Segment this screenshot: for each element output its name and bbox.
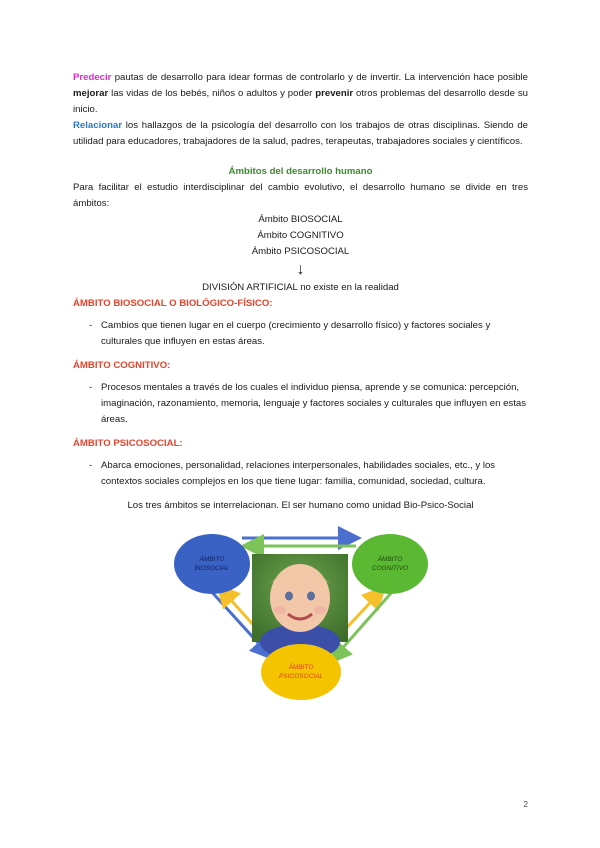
ambito-list-item: Ámbito PSICOSOCIAL	[251, 246, 350, 257]
circle-cognitivo	[352, 534, 428, 594]
cognitivo-label-1: ÁMBITO	[377, 556, 403, 563]
bullet-dash: -	[89, 460, 93, 471]
ambito-list-item: Ámbito BIOSOCIAL	[258, 214, 343, 225]
bio-psico-social-diagram	[170, 524, 430, 704]
cognitivo-label-2: COGNITIVO	[371, 565, 409, 572]
bullet-text: Abarca emociones, personalidad, relaciones interpersonales, habilidades sociales, etc., y los contextos sociales complejos en los que tiene lugar: familia, comunidad, sociedad, cultura.	[101, 460, 496, 487]
keyword-mejorar: mejorar	[73, 88, 109, 99]
page-number: 2	[523, 800, 528, 809]
bullet-text: Procesos mentales a través de los cuales el individuo piensa, aprende y se comunica: percepción, imaginación, razonamiento, memoria, lenguaje y factores sociales y culturales que influyen en estas áreas.	[101, 382, 527, 425]
bullet-biosocial	[73, 318, 528, 350]
document-body	[73, 70, 528, 514]
keyword-prevenir: prevenir	[315, 88, 354, 99]
intro-text: los hallazgos de la psicología del desarrollo con los trabajos de otras disciplinas. Siendo de utilidad para educadores, trabajadores de la salud, padres, terapeutas, trabajadores sociales y científicos.	[73, 120, 528, 147]
circle-psicosocial	[261, 644, 341, 700]
division-strong: DIVISIÓN ARTIFICIAL	[202, 282, 298, 293]
ambitos-intro: Para facilitar el estudio interdisciplinar del cambio evolutivo, el desarrollo humano se divide en tres ámbitos:	[73, 182, 528, 209]
division-rest: no existe en la realidad	[297, 282, 399, 293]
bullet-dash: -	[89, 382, 93, 393]
intro-text: otros problemas del desarrollo desde su inicio.	[73, 88, 528, 115]
bullet-psicosocial	[73, 458, 528, 490]
division-note	[73, 280, 528, 296]
circle-biosocial	[174, 534, 250, 594]
arrow-down-icon: ↓	[296, 261, 305, 278]
intro-text: pautas de desarrollo para idear formas de controlarlo y de invertir. La intervención hace posible	[111, 72, 528, 83]
psicosocial-label-2: PSICOSOCIAL	[278, 673, 324, 680]
intro-paragraph-2	[73, 118, 528, 150]
ambito-list-item: Ámbito COGNITIVO	[257, 230, 344, 241]
bullet-cognitivo	[73, 380, 528, 428]
psicosocial-label-1: ÁMBITO	[288, 664, 314, 671]
intro-paragraph-1	[73, 70, 528, 118]
summary-line: Los tres ámbitos se interrelacionan. El ser humano como unidad Bio-Psico-Social	[127, 500, 474, 511]
bullet-text: Cambios que tienen lugar en el cuerpo (crecimiento y desarrollo físico) y factores sociales y culturales que influyen en estas áreas.	[101, 320, 491, 347]
biosocial-label-2: BIOSOCIAL	[194, 565, 230, 572]
heading-psicosocial: ÁMBITO PSICOSOCIAL:	[73, 438, 183, 449]
section-title: Ámbitos del desarrollo humano	[228, 166, 373, 177]
heading-cognitivo: ÁMBITO COGNITIVO:	[73, 360, 171, 371]
keyword-relacionar: Relacionar	[73, 120, 123, 131]
bullet-dash: -	[89, 320, 93, 331]
keyword-predecir: Predecir	[73, 72, 112, 83]
intro-text: las vidas de los bebés, niños o adultos y poder	[108, 88, 316, 99]
heading-biosocial: ÁMBITO BIOSOCIAL O BIOLÓGICO-FÍSICO:	[73, 298, 273, 309]
biosocial-label-1: ÁMBITO	[199, 556, 225, 563]
